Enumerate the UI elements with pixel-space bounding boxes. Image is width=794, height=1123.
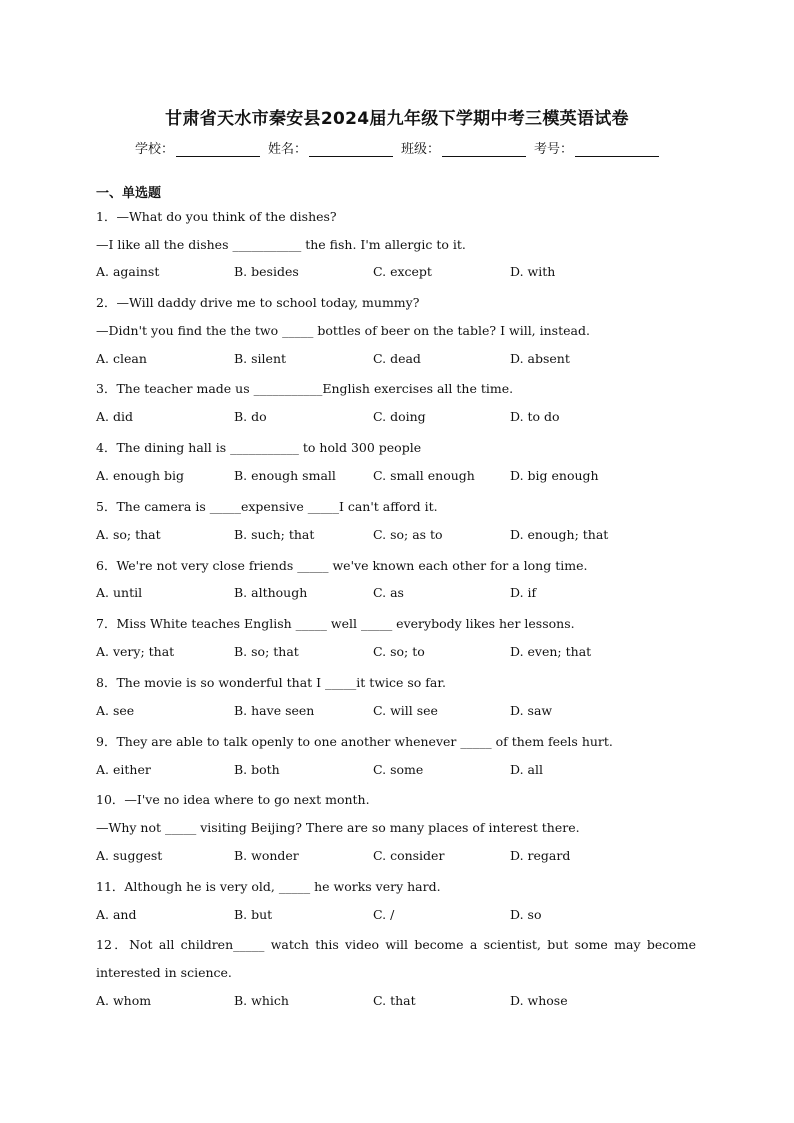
option-b[interactable]: B. although — [234, 585, 308, 600]
option-c[interactable]: C. dead — [373, 351, 421, 366]
class-blank[interactable] — [442, 142, 526, 157]
section-title: 一、单选题 — [96, 186, 162, 201]
option-b[interactable]: B. wonder — [234, 848, 299, 863]
option-b[interactable]: B. which — [234, 993, 289, 1008]
option-c[interactable]: C. will see — [373, 703, 438, 718]
option-d[interactable]: D. regard — [510, 848, 571, 863]
option-b[interactable]: B. besides — [234, 264, 299, 279]
option-b[interactable]: B. do — [234, 409, 267, 424]
option-b[interactable]: B. silent — [234, 351, 287, 366]
option-b[interactable]: B. both — [234, 762, 280, 777]
option-a[interactable]: A. whom — [96, 993, 152, 1008]
question-text: 8．The movie is so wonderful that I _____it twice so far. — [96, 675, 446, 690]
option-c[interactable]: C. some — [373, 762, 424, 777]
option-d[interactable]: D. whose — [510, 993, 568, 1008]
option-a[interactable]: A. against — [96, 264, 160, 279]
question-text: —I like all the dishes ___________ the fish. I'm allergic to it. — [96, 237, 466, 252]
school-label: 学校： — [134, 142, 174, 157]
name-field[interactable] — [268, 138, 393, 157]
option-c[interactable]: C. consider — [373, 848, 445, 863]
option-b[interactable]: B. have seen — [234, 703, 315, 718]
student-info-row — [0, 138, 794, 157]
option-c[interactable]: C. as — [373, 585, 404, 600]
option-c[interactable]: C. / — [373, 907, 395, 922]
option-d[interactable]: D. enough; that — [510, 527, 609, 542]
name-label: 姓名： — [267, 142, 307, 157]
option-d[interactable]: D. saw — [510, 703, 553, 718]
question-text: 5．The camera is _____expensive _____I can't afford it. — [96, 499, 438, 514]
option-d[interactable]: D. absent — [510, 351, 570, 366]
question-text: 10．—I've no idea where to go next month. — [96, 792, 370, 807]
option-a[interactable]: A. so; that — [96, 527, 161, 542]
question-text: —Why not _____ visiting Beijing? There are so many places of interest there. — [96, 820, 580, 835]
question-text: 11．Although he is very old, _____ he works very hard. — [96, 879, 441, 894]
question-text: 4．The dining hall is ___________ to hold 300 people — [96, 440, 422, 455]
option-b[interactable]: B. such; that — [234, 527, 315, 542]
class-label: 班级： — [401, 142, 441, 157]
school-blank[interactable] — [176, 142, 260, 157]
option-d[interactable]: D. with — [510, 264, 556, 279]
question-text: 1．—What do you think of the dishes? — [96, 209, 337, 224]
option-c[interactable]: C. small enough — [373, 468, 475, 483]
option-a[interactable]: A. until — [96, 585, 143, 600]
question-text: 3．The teacher made us ___________English exercises all the time. — [96, 381, 514, 396]
option-a[interactable]: A. clean — [96, 351, 147, 366]
question-text: 12．Not all children_____ watch this video will become a scientist, but some may become — [96, 937, 696, 952]
question-text: 9．They are able to talk openly to one another whenever _____ of them feels hurt. — [96, 734, 613, 749]
option-a[interactable]: A. did — [96, 409, 133, 424]
option-c[interactable]: C. so; to — [373, 644, 425, 659]
option-b[interactable]: B. enough small — [234, 468, 336, 483]
number-label: 考号： — [534, 142, 574, 157]
exam-title: 甘肃省天水市秦安县2024届九年级下学期中考三模英语试卷 — [165, 109, 629, 129]
option-a[interactable]: A. suggest — [96, 848, 163, 863]
option-a[interactable]: A. either — [96, 762, 151, 777]
number-blank[interactable] — [575, 142, 659, 157]
school-field[interactable] — [135, 138, 260, 157]
question-text: 6．We're not very close friends _____ we've known each other for a long time. — [96, 558, 588, 573]
option-d[interactable]: D. to do — [510, 409, 560, 424]
question-text: 7．Miss White teaches English _____ well _____ everybody likes her lessons. — [96, 616, 575, 631]
option-d[interactable]: D. all — [510, 762, 543, 777]
class-field[interactable] — [401, 138, 526, 157]
option-c[interactable]: C. that — [373, 993, 416, 1008]
option-d[interactable]: D. big enough — [510, 468, 599, 483]
option-b[interactable]: B. so; that — [234, 644, 299, 659]
option-b[interactable]: B. but — [234, 907, 273, 922]
name-blank[interactable] — [309, 142, 393, 157]
option-d[interactable]: D. if — [510, 585, 537, 600]
option-a[interactable]: A. and — [96, 907, 137, 922]
option-a[interactable]: A. enough big — [96, 468, 185, 483]
option-a[interactable]: A. very; that — [96, 644, 175, 659]
question-text: —Didn't you find the the two _____ bottles of beer on the table? I will, instead. — [96, 323, 590, 338]
option-d[interactable]: D. so — [510, 907, 542, 922]
number-field[interactable] — [534, 138, 659, 157]
option-c[interactable]: C. doing — [373, 409, 426, 424]
option-c[interactable]: C. except — [373, 264, 432, 279]
option-a[interactable]: A. see — [96, 703, 135, 718]
question-text: 2．—Will daddy drive me to school today, mummy? — [96, 295, 420, 310]
option-c[interactable]: C. so; as to — [373, 527, 443, 542]
option-d[interactable]: D. even; that — [510, 644, 592, 659]
question-text: interested in science. — [96, 965, 232, 980]
